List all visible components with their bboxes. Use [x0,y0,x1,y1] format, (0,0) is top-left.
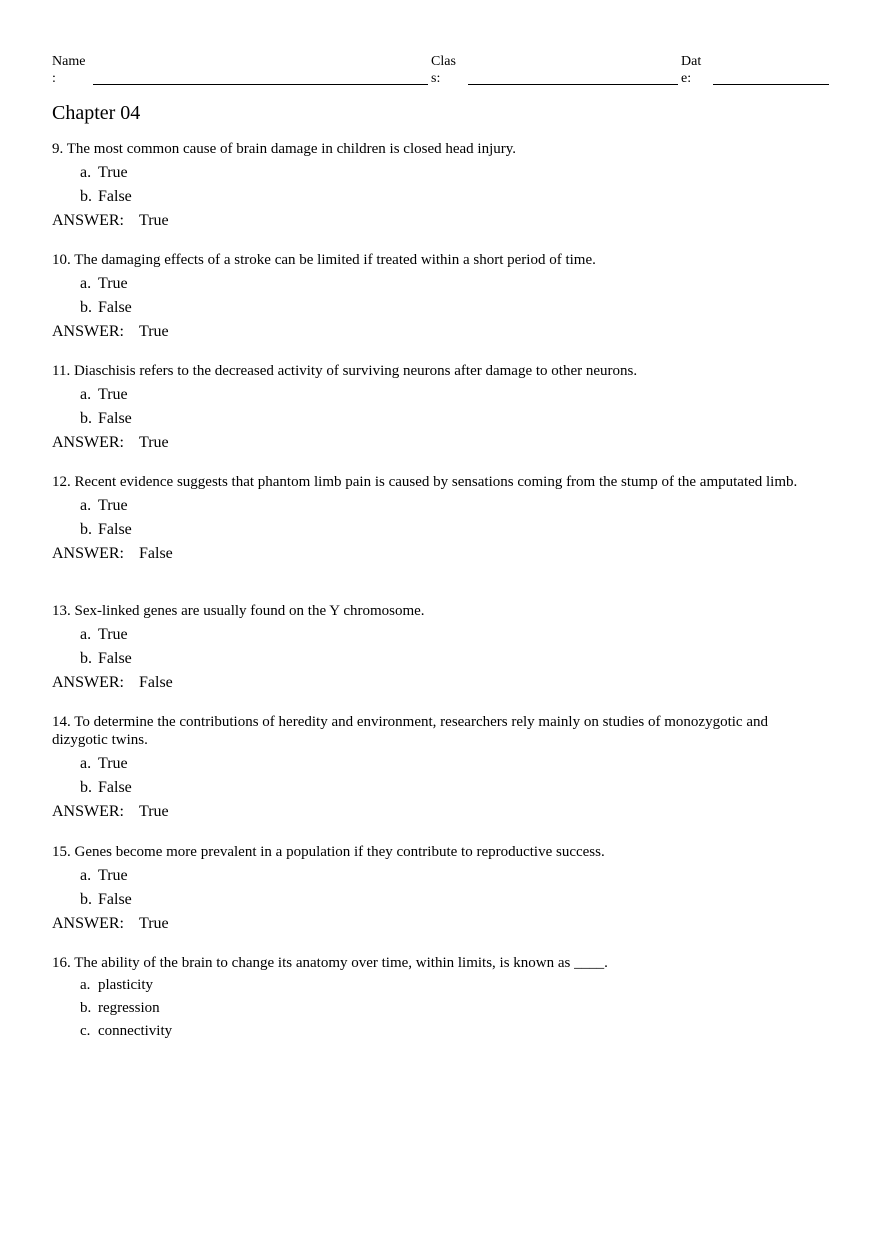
name-label: Name [52,54,86,69]
question-stem: 13. Sex-linked genes are usually found on the Y chromosome. [52,603,425,619]
option-b: b. False [80,299,132,316]
option-b: b. False [80,891,132,908]
name-header [52,53,85,87]
option-b: b. False [80,410,132,427]
date-label: Dat [681,54,702,69]
question-stem: 14. To determine the contributions of heredity and environment, researchers rely mainly on studies of monozygotic and dizygotic twins. [52,714,768,748]
answer-value: False [139,545,173,562]
answer-value: False [139,674,173,691]
name-colon: : [52,71,56,86]
option-a: a. True [80,386,128,403]
option-a: a. True [80,626,128,643]
answer-value: True [139,323,169,340]
option-b: b. regression [80,1000,160,1016]
question-14 [52,713,822,821]
name-underline [93,84,428,85]
question-16 [52,954,822,1041]
answer-value: True [139,434,169,451]
option-c: c. connectivity [80,1023,173,1039]
class-label: Clas [431,54,456,69]
option-a: a. True [80,164,128,181]
answer-line: ANSWER: True [52,803,169,820]
question-10 [52,251,822,341]
question-9 [52,140,822,230]
option-b: b. False [80,521,132,538]
answer-line: ANSWER: False [52,545,173,562]
class-header [431,53,456,87]
option-a: a. True [80,275,128,292]
question-stem: 10. The damaging effects of a stroke can be limited if treated within a short period of time. [52,252,596,268]
option-b: b. False [80,188,132,205]
answer-value: True [139,803,169,820]
question-13 [52,602,822,692]
option-a: a. True [80,755,128,772]
option-b: b. False [80,650,132,667]
option-b: b. False [80,779,132,796]
question-stem: 12. Recent evidence suggests that phantom limb pain is caused by sensations coming from the stump of the amputated limb. [52,474,798,490]
answer-line: ANSWER: True [52,434,169,451]
date-colon: e: [681,71,692,86]
answer-value: True [139,212,169,229]
question-15 [52,843,822,933]
question-11 [52,362,822,452]
answer-line: ANSWER: False [52,674,173,691]
question-stem: 9. The most common cause of brain damage in children is closed head injury. [52,141,517,157]
question-stem: 15. Genes become more prevalent in a population if they contribute to reproductive success. [52,844,605,860]
answer-line: ANSWER: True [52,915,169,932]
class-colon: s: [431,71,441,86]
answer-line: ANSWER: True [52,212,169,229]
option-a: a. True [80,497,128,514]
question-12 [52,473,822,563]
answer-value: True [139,915,169,932]
answer-line: ANSWER: True [52,323,169,340]
date-underline [713,84,829,85]
chapter-title: Chapter 04 [52,102,141,124]
question-stem: 16. The ability of the brain to change its anatomy over time, within limits, is known as ____. [52,955,608,971]
option-a: a. True [80,867,128,884]
class-underline [468,84,678,85]
option-a: a. plasticity [80,977,153,993]
question-stem: 11. Diaschisis refers to the decreased activity of surviving neurons after damage to other neurons. [52,363,638,379]
date-header [681,53,701,87]
